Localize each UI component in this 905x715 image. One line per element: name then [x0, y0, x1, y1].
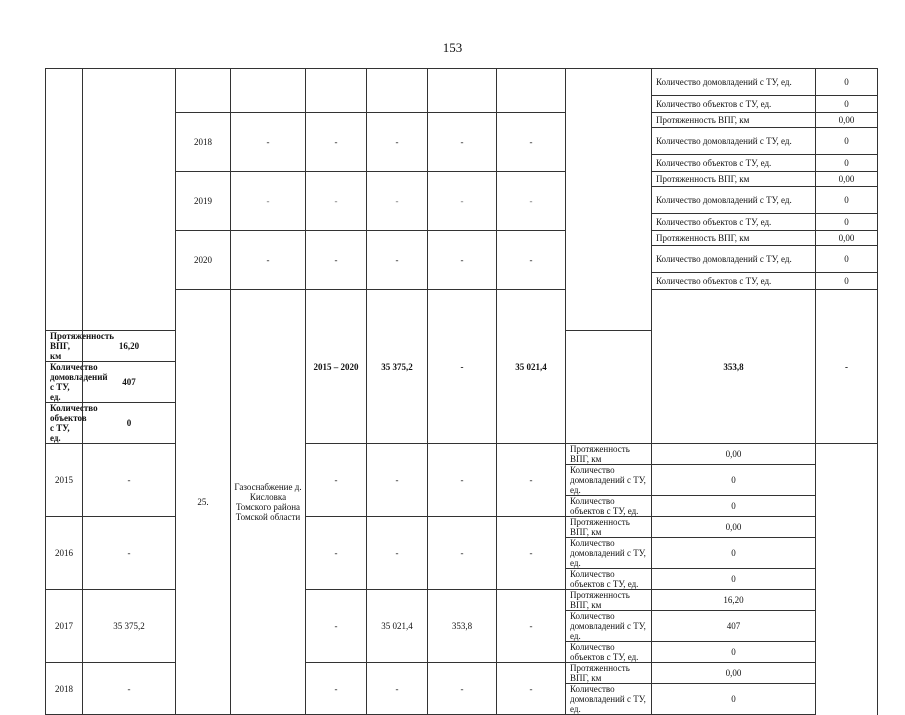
value-cell: - — [428, 663, 497, 715]
value-cell — [367, 69, 428, 113]
indicator-label: Протяженность ВПГ, км — [652, 231, 816, 246]
year-cell: 2015 — [46, 444, 83, 517]
value-cell: - — [306, 231, 367, 290]
indicator-value: 0,00 — [652, 663, 816, 684]
value-cell: - — [428, 290, 497, 444]
value-cell — [231, 69, 306, 113]
item-number-cell — [46, 69, 83, 331]
indicator-label: Количество объектов с ТУ, ед. — [566, 496, 652, 517]
program-table — [45, 68, 878, 715]
indicator-value: 0 — [816, 246, 878, 273]
indicator-label: Протяженность ВПГ, км — [652, 172, 816, 187]
indicator-value: 0 — [816, 155, 878, 172]
value-cell: - — [306, 517, 367, 590]
value-cell: - — [306, 172, 367, 231]
value-cell: - — [428, 231, 497, 290]
value-cell: - — [306, 444, 367, 517]
executor-cell — [566, 69, 652, 331]
indicator-label: Количество объектов с ТУ, ед. — [652, 214, 816, 231]
indicator-value: 16,20 — [652, 590, 816, 611]
indicator-label: Количество объектов с ТУ, ед. — [566, 642, 652, 663]
page-number: 153 — [442, 40, 463, 55]
value-cell: - — [367, 113, 428, 172]
indicator-value: 407 — [83, 362, 176, 403]
indicator-value: 407 — [652, 611, 816, 642]
value-cell: 35 021,4 — [497, 290, 566, 444]
value-cell: - — [306, 113, 367, 172]
value-cell: - — [497, 663, 566, 715]
indicator-value: 0 — [652, 496, 816, 517]
indicator-value: 0 — [816, 69, 878, 96]
indicator-value: 0 — [652, 642, 816, 663]
value-cell: - — [497, 517, 566, 590]
value-cell: - — [428, 172, 497, 231]
year-cell: 2018 — [176, 113, 231, 172]
year-cell: 2019 — [176, 172, 231, 231]
value-cell: - — [231, 172, 306, 231]
indicator-value: 0 — [652, 538, 816, 569]
indicator-label: Количество объектов с ТУ, ед. — [652, 155, 816, 172]
value-cell: - — [306, 590, 367, 663]
indicator-label: Протяженность ВПГ, км — [46, 331, 83, 362]
year-cell: 2020 — [176, 231, 231, 290]
value-cell: - — [497, 172, 566, 231]
indicator-label: Количество домовладений с ТУ, ед. — [652, 128, 816, 155]
value-cell: 353,8 — [652, 290, 816, 444]
indicator-label: Количество объектов с ТУ, ед. — [46, 403, 83, 444]
indicator-label: Протяженность ВПГ, км — [566, 444, 652, 465]
indicator-value: 0 — [816, 96, 878, 113]
indicator-label: Количество объектов с ТУ, ед. — [652, 96, 816, 113]
value-cell: - — [428, 517, 497, 590]
indicator-label: Протяженность ВПГ, км — [566, 663, 652, 684]
indicator-label: Количество домовладений с ТУ, ед. — [566, 611, 652, 642]
year-cell: 2017 — [46, 590, 83, 663]
value-cell — [497, 69, 566, 113]
indicator-label: Количество объектов с ТУ, ед. — [652, 273, 816, 290]
value-cell: - — [231, 113, 306, 172]
value-cell: 353,8 — [428, 590, 497, 663]
indicator-label: Количество домовладений с ТУ, ед. — [566, 684, 652, 715]
indicator-value: 0 — [816, 128, 878, 155]
indicator-value: 0 — [652, 684, 816, 715]
value-cell: - — [497, 231, 566, 290]
value-cell: - — [367, 172, 428, 231]
value-cell: - — [497, 444, 566, 517]
value-cell: - — [367, 663, 428, 715]
indicator-value: 0,00 — [652, 444, 816, 465]
indicator-label: Протяженность ВПГ, км — [566, 517, 652, 538]
indicator-value: 0,00 — [652, 517, 816, 538]
indicator-value: 0 — [83, 403, 176, 444]
value-cell: - — [497, 113, 566, 172]
year-cell: 2016 — [46, 517, 83, 590]
value-cell: - — [367, 517, 428, 590]
indicator-label: Количество домовладений с ТУ, ед. — [46, 362, 83, 403]
indicator-label: Количество домовладений с ТУ, ед. — [652, 187, 816, 214]
item-number-cell: 25. — [176, 290, 231, 715]
indicator-value: 0 — [816, 187, 878, 214]
indicator-value: 0 — [816, 214, 878, 231]
value-cell: - — [428, 444, 497, 517]
value-cell: - — [367, 444, 428, 517]
year-cell: 2018 — [46, 663, 83, 715]
item-name-cell: Газоснабжение д. Кисловка Томского района Томской области — [231, 290, 306, 715]
indicator-label: Количество объектов с ТУ, ед. — [566, 569, 652, 590]
value-cell: - — [367, 231, 428, 290]
value-cell — [428, 69, 497, 113]
indicator-value: 0 — [652, 569, 816, 590]
value-cell: 35 375,2 — [83, 590, 176, 663]
value-cell: 35 375,2 — [367, 290, 428, 444]
indicator-label: Количество домовладений с ТУ, ед. — [652, 69, 816, 96]
indicator-label: Количество домовладений с ТУ, ед. — [566, 465, 652, 496]
indicator-value: 0,00 — [816, 172, 878, 187]
value-cell: - — [83, 517, 176, 590]
item-name-cell — [83, 69, 176, 331]
value-cell: - — [497, 590, 566, 663]
indicator-label: Протяженность ВПГ, км — [652, 113, 816, 128]
indicator-value: 0,00 — [816, 231, 878, 246]
indicator-value: 0 — [816, 273, 878, 290]
indicator-label: Протяженность ВПГ, км — [566, 590, 652, 611]
value-cell: - — [428, 113, 497, 172]
value-cell — [306, 69, 367, 113]
indicator-value: 0 — [652, 465, 816, 496]
year-cell: 2015 – 2020 — [306, 290, 367, 444]
value-cell: - — [816, 290, 878, 444]
value-cell: 35 021,4 — [367, 590, 428, 663]
value-cell: - — [306, 663, 367, 715]
indicator-label: Количество домовладений с ТУ, ед. — [652, 246, 816, 273]
value-cell: - — [83, 444, 176, 517]
indicator-value: 16,20 — [83, 331, 176, 362]
indicator-value: 0,00 — [816, 113, 878, 128]
value-cell: - — [83, 663, 176, 715]
value-cell: - — [231, 231, 306, 290]
year-cell — [176, 69, 231, 113]
indicator-label: Количество домовладений с ТУ, ед. — [566, 538, 652, 569]
